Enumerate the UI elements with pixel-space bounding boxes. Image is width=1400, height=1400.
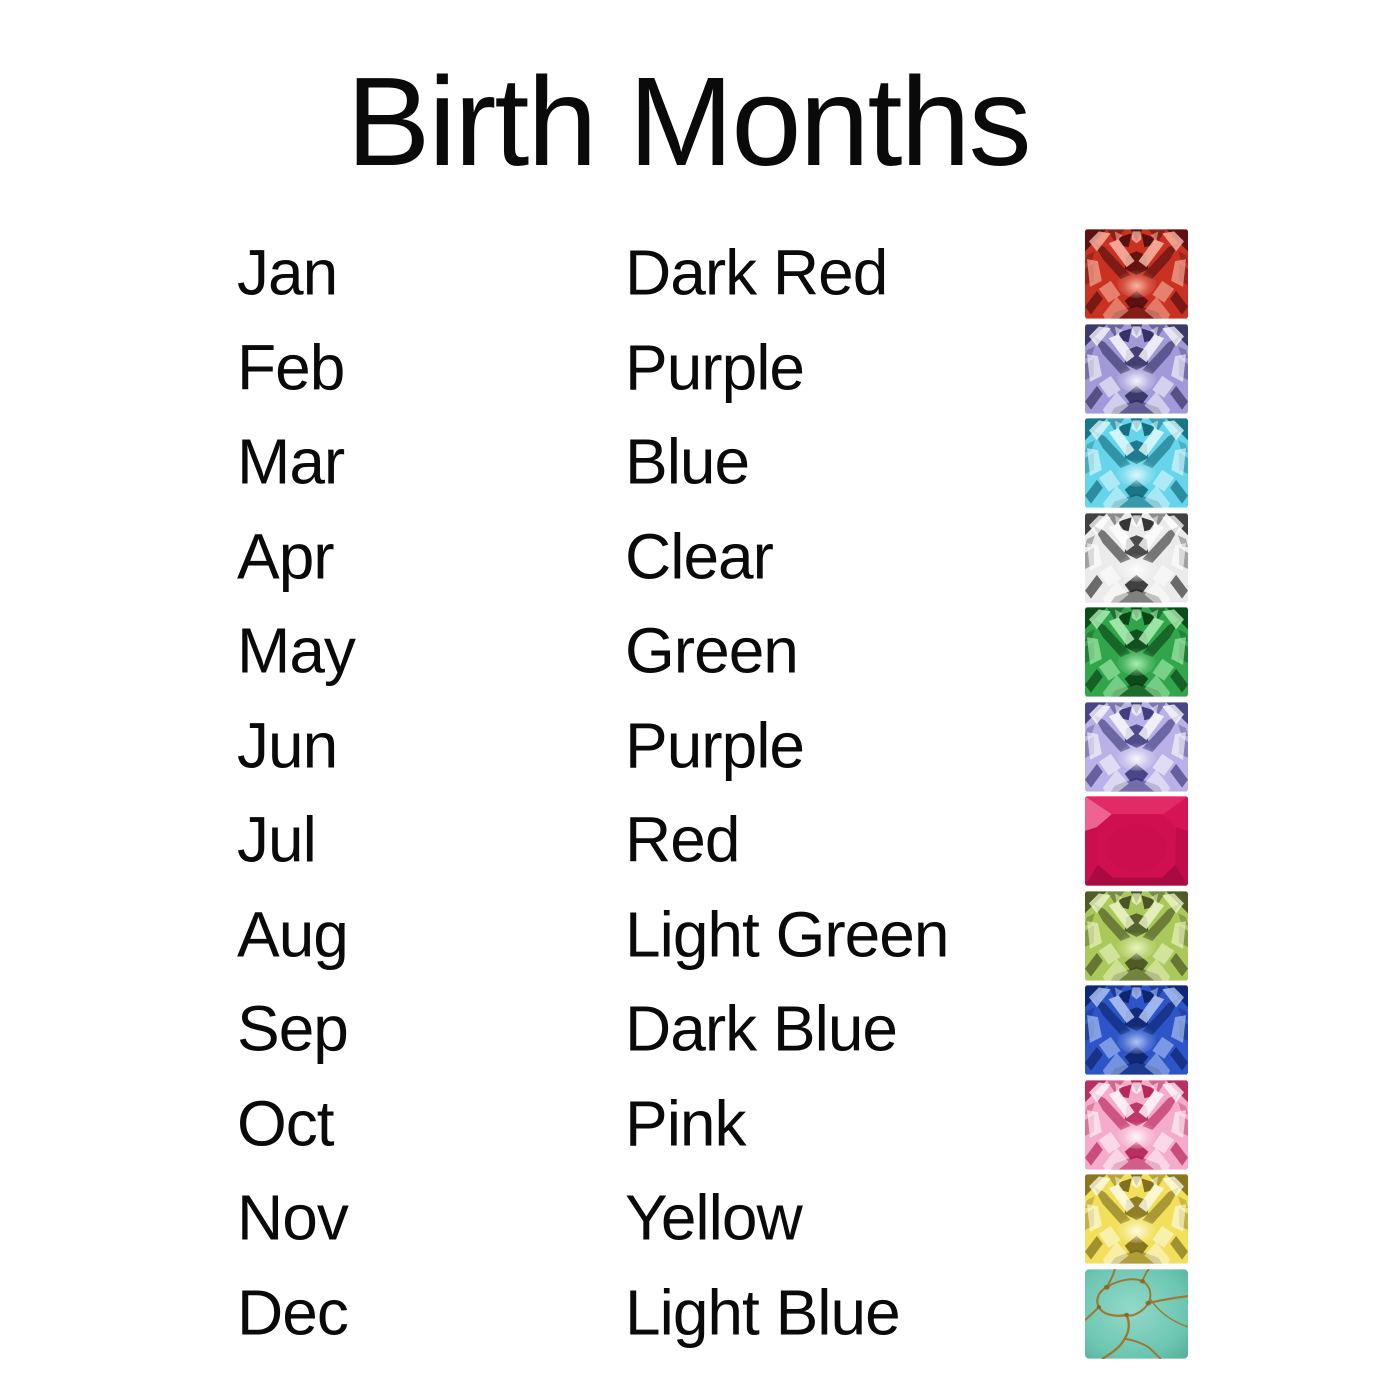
amethyst-gem — [1085, 324, 1188, 414]
color-name-label: Green — [625, 614, 798, 687]
month-label: Feb — [237, 331, 345, 404]
month-label: May — [237, 614, 355, 687]
turquoise-gem — [1085, 1269, 1188, 1359]
month-label: Oct — [237, 1087, 334, 1160]
month-label: Mar — [237, 425, 345, 498]
color-name-label: Clear — [625, 520, 773, 593]
month-label: Jun — [237, 709, 338, 782]
color-name-label: Light Blue — [625, 1276, 900, 1349]
month-label: Sep — [237, 992, 348, 1065]
birthstone-row — [0, 227, 1400, 322]
month-label: Jul — [237, 803, 316, 876]
birthstone-row — [0, 889, 1400, 984]
birthstone-row — [0, 794, 1400, 889]
page-title: Birth Months — [346, 51, 1030, 192]
yellow-topaz-gem — [1085, 1174, 1188, 1264]
color-name-label: Dark Blue — [625, 992, 897, 1065]
month-label: Jan — [237, 236, 338, 309]
birthstone-row — [0, 511, 1400, 606]
light-amethyst-gem — [1085, 702, 1188, 792]
birthstone-row — [0, 700, 1400, 795]
diamond-gem — [1085, 513, 1188, 603]
color-name-label: Red — [625, 803, 740, 876]
color-name-label: Purple — [625, 709, 804, 782]
pink-tourmaline-gem — [1085, 1080, 1188, 1170]
garnet-gem — [1085, 229, 1188, 319]
birthstone-row — [0, 983, 1400, 1078]
month-label: Aug — [237, 898, 348, 971]
birthstone-row — [0, 605, 1400, 700]
color-name-label: Purple — [625, 331, 804, 404]
birthstone-row — [0, 416, 1400, 511]
month-label: Dec — [237, 1276, 348, 1349]
color-name-label: Pink — [625, 1087, 746, 1160]
birthstone-row — [0, 1267, 1400, 1362]
color-name-label: Blue — [625, 425, 750, 498]
birthstone-row — [0, 1172, 1400, 1267]
sapphire-gem — [1085, 985, 1188, 1075]
ruby-gem — [1085, 796, 1188, 886]
month-label: Apr — [237, 520, 334, 593]
emerald-gem — [1085, 607, 1188, 697]
color-name-label: Yellow — [625, 1181, 802, 1254]
aquamarine-gem — [1085, 418, 1188, 508]
birthstone-list — [0, 227, 1400, 1361]
color-name-label: Dark Red — [625, 236, 888, 309]
peridot-gem — [1085, 891, 1188, 981]
birthstone-row — [0, 322, 1400, 417]
color-name-label: Light Green — [625, 898, 949, 971]
month-label: Nov — [237, 1181, 348, 1254]
birthstone-row — [0, 1078, 1400, 1173]
